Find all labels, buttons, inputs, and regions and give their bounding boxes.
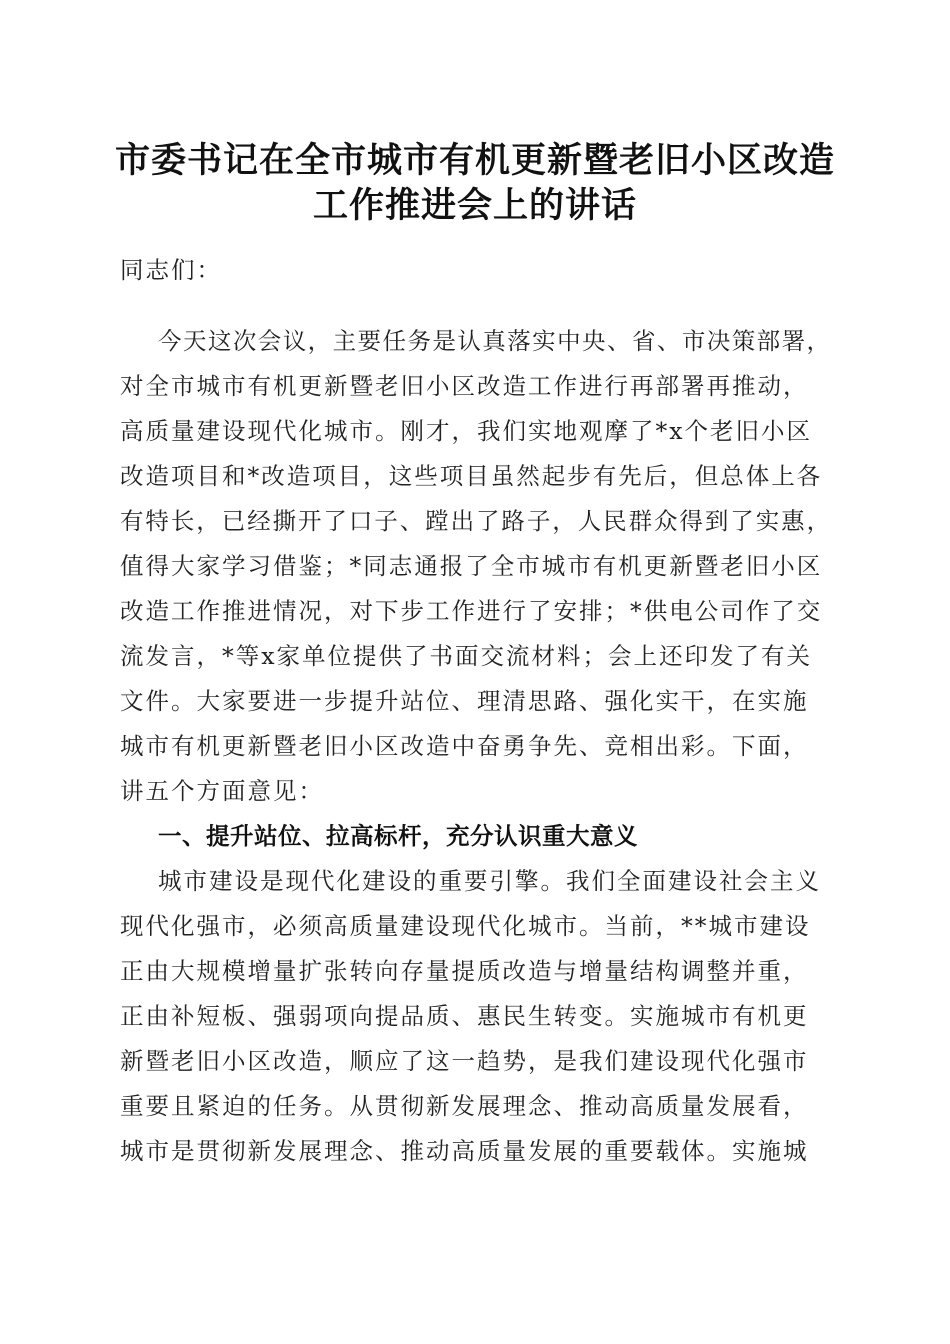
paragraph-2-line: 新暨老旧小区改造，顺应了这一趋势，是我们建设现代化强市 [120, 1047, 809, 1075]
paragraph-2-line: 现代化强市，必须高质量建设现代化城市。当前，**城市建设 [120, 912, 811, 940]
paragraph-1-line: 改造项目和*改造项目，这些项目虽然起步有先后，但总体上各 [120, 462, 823, 490]
paragraph-2-line: 正由补短板、强弱项向提品质、惠民生转变。实施城市有机更 [120, 1002, 809, 1030]
paragraph-1-line: 对全市城市有机更新暨老旧小区改造工作进行再部署再推动， [120, 372, 809, 400]
paragraph-1-line: 改造工作推进情况，对下步工作进行了安排；*供电公司作了交 [120, 597, 823, 625]
paragraph-1-line: 值得大家学习借鉴；*同志通报了全市城市有机更新暨老旧小区 [120, 552, 823, 580]
paragraph-1-line: 流发言，*等x家单位提供了书面交流材料；会上还印发了有关 [120, 642, 813, 670]
paragraph-1-line: 今天这次会议，主要任务是认真落实中央、省、市决策部署， [158, 327, 832, 355]
salutation: 同志们： [120, 256, 222, 284]
paragraph-2-line: 重要且紧迫的任务。从贯彻新发展理念、推动高质量发展看， [120, 1092, 809, 1120]
document-title-line-2: 工作推进会上的讲话 [312, 185, 637, 226]
paragraph-1-line: 讲五个方面意见： [120, 777, 324, 805]
document-body [120, 0, 830, 1344]
paragraph-1-line: 城市有机更新暨老旧小区改造中奋勇争先、竞相出彩。下面， [120, 732, 809, 760]
paragraph-1-line: 高质量建设现代化城市。刚才，我们实地观摩了*x个老旧小区 [120, 417, 813, 445]
paragraph-1-line: 文件。大家要进一步提升站位、理清思路、强化实干，在实施 [120, 687, 809, 715]
paragraph-2-line: 城市建设是现代化建设的重要引擎。我们全面建设社会主义 [158, 867, 821, 895]
section-1-heading: 一、提升站位、拉高标杆，充分认识重大意义 [158, 822, 638, 850]
paragraph-1-line: 有特长，已经撕开了口子、蹚出了路子，人民群众得到了实惠， [120, 507, 832, 535]
paragraph-2-line: 正由大规模增量扩张转向存量提质改造与增量结构调整并重， [120, 957, 809, 985]
paragraph-2-line: 城市是贯彻新发展理念、推动高质量发展的重要载体。实施城 [120, 1137, 809, 1165]
document-title-line-1: 市委书记在全市城市有机更新暨老旧小区改造 [114, 140, 835, 181]
